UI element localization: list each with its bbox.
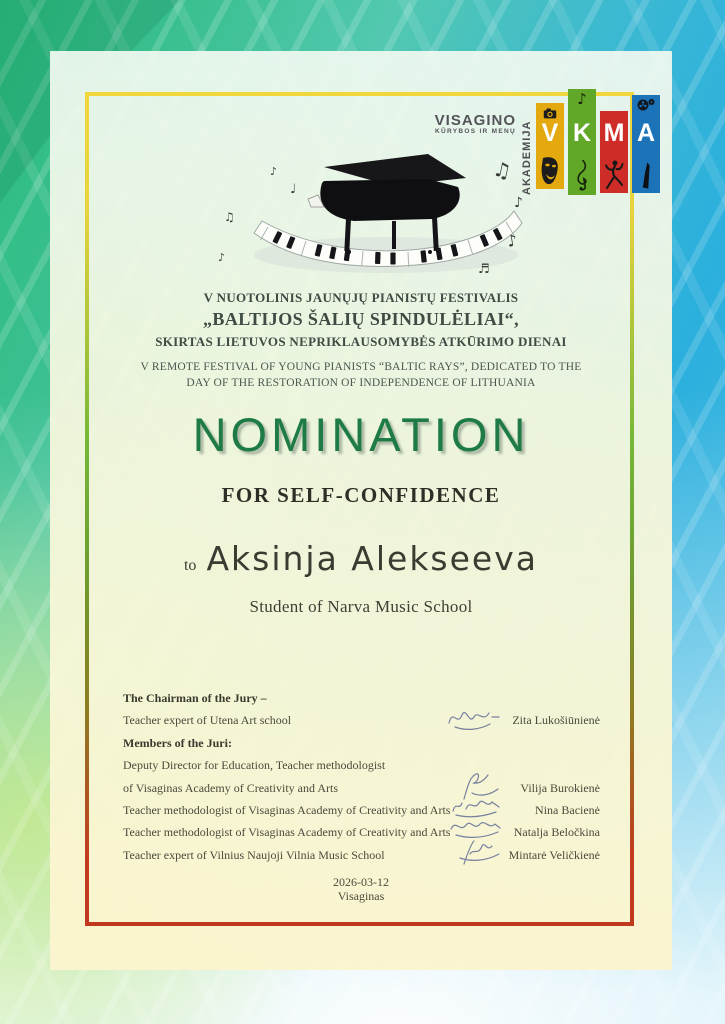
logo-org-name: VISAGINO bbox=[434, 112, 516, 129]
certificate-place: Visaginas bbox=[337, 889, 385, 903]
paintbrush-icon bbox=[637, 159, 655, 191]
festival-title-line3: SKIRTAS LIETUVOS NEPRIKLAUSOMYBĖS ATKŪRIMO DIENAI bbox=[155, 334, 567, 349]
member-row bbox=[123, 844, 600, 866]
jury-section bbox=[123, 687, 600, 866]
logo-text-block bbox=[435, 113, 516, 136]
certificate-panel bbox=[50, 51, 672, 970]
svg-text:♩: ♩ bbox=[290, 182, 297, 197]
logo-bar-v bbox=[536, 103, 564, 189]
logo-bar-m bbox=[600, 111, 628, 193]
signature-scribble bbox=[446, 703, 502, 733]
recipient-school: Student of Narva Music School bbox=[249, 597, 473, 616]
svg-text:♬: ♬ bbox=[478, 262, 490, 277]
chairman-row bbox=[123, 709, 600, 731]
member-name: Natalja Beločkina bbox=[513, 825, 600, 840]
festival-title-lt bbox=[50, 289, 672, 351]
theater-mask-icon bbox=[540, 155, 560, 187]
logo-letter: K bbox=[572, 119, 592, 147]
logo-letter: V bbox=[541, 119, 559, 147]
piano-illustration bbox=[196, 151, 526, 291]
festival-title-en-line1: V REMOTE FESTIVAL OF YOUNG PIANISTS “BALTIC RAYS”, DEDICATED TO THE bbox=[140, 361, 582, 373]
nomination-heading: NOMINATION bbox=[192, 408, 530, 461]
member-name: Mintarė Veličkienė bbox=[508, 847, 600, 862]
treble-clef-icon bbox=[573, 157, 591, 193]
film-reel-icon bbox=[636, 97, 656, 112]
logo-bar-k bbox=[568, 89, 596, 195]
svg-text:♪: ♪ bbox=[514, 195, 523, 211]
svg-text:♪: ♪ bbox=[270, 165, 278, 178]
member-role: Teacher methodologist of Visaginas Academy of Creativity and Arts bbox=[123, 825, 451, 840]
member-role-line: Deputy Director for Education, Teacher methodologist bbox=[123, 758, 386, 773]
members-label: Members of the Juri: bbox=[123, 735, 232, 750]
member-role: Teacher expert of Vilnius Naujoji Vilnia Music School bbox=[123, 847, 385, 862]
member-name: Nina Bacienė bbox=[535, 802, 600, 817]
member-row bbox=[123, 777, 600, 799]
award-title: FOR SELF-CONFIDENCE bbox=[221, 483, 501, 507]
dancer-icon bbox=[604, 159, 624, 191]
member-row bbox=[123, 799, 600, 821]
logo-akademija-label: AKADEMIJA bbox=[521, 120, 533, 195]
member-role: of Visaginas Academy of Creativity and Arts bbox=[123, 780, 339, 795]
music-note-icon: ♪ bbox=[577, 90, 587, 108]
festival-title-line2: „BALTIJOS ŠALIŲ SPINDULĖLIAI“, bbox=[203, 309, 519, 329]
recipient-to-label: to bbox=[183, 557, 197, 574]
svg-text:♪: ♪ bbox=[218, 251, 226, 264]
logo-letter: M bbox=[603, 119, 625, 147]
svg-text:♫: ♫ bbox=[490, 156, 514, 184]
logo-letter: A bbox=[636, 119, 656, 147]
festival-title-en bbox=[50, 359, 672, 391]
certificate-date: 2026-03-12 bbox=[333, 875, 389, 889]
chairman-role: Teacher expert of Utena Art school bbox=[123, 713, 292, 728]
chairman-name: Zita Lukošiūnienė bbox=[512, 713, 600, 728]
chairman-label: The Chairman of the Jury – bbox=[123, 691, 267, 705]
signature-scribble bbox=[456, 838, 502, 866]
logo-bar-a bbox=[632, 95, 660, 193]
member-name: Vilija Burokienė bbox=[520, 780, 600, 795]
festival-title-line1: V NUOTOLINIS JAUNŲJŲ PIANISTŲ FESTIVALIS bbox=[203, 290, 519, 305]
festival-title-en-line2: DAY OF THE RESTORATION OF INDEPENDENCE OF LITHUANIA bbox=[186, 377, 536, 389]
svg-text:♪: ♪ bbox=[505, 230, 519, 251]
logo-letter-bars bbox=[536, 89, 660, 195]
recipient-name: Aksinja Alekseeva bbox=[206, 539, 538, 578]
member-row bbox=[123, 821, 600, 843]
footer-block bbox=[50, 875, 672, 903]
member-role: Teacher methodologist of Visaginas Academy of Creativity and Arts bbox=[123, 802, 451, 817]
logo-org-subtitle: KŪRYBOS IR MENŲ bbox=[434, 128, 516, 135]
recipient-line bbox=[50, 539, 672, 578]
svg-text:♫: ♫ bbox=[224, 210, 235, 224]
